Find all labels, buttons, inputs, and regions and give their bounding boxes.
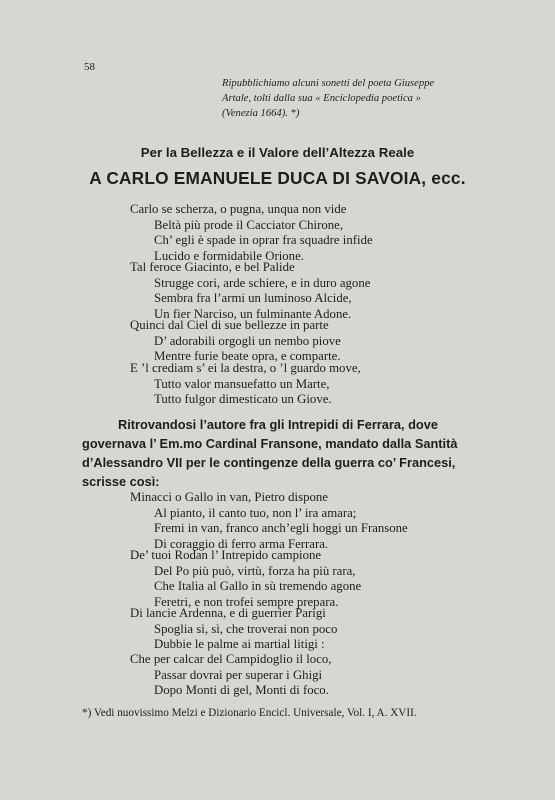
stanza — [130, 202, 373, 264]
stanza — [130, 361, 361, 408]
paragraph-line: scrisse così: — [82, 474, 160, 489]
verse-line: Lucido e formidabile Orione. — [154, 248, 304, 263]
verse-line: Dubbie le palme ai martial litigi : — [154, 637, 325, 651]
verse-line: Ch’ egli è spade in oprar fra squadre infide — [154, 233, 373, 247]
verse-line: Feretri, e non trofei sempre prepara. — [154, 594, 339, 609]
verse-line: Di coraggio di ferro arma Ferrara. — [154, 536, 329, 551]
verse-line: Beltà più prode il Cacciator Chirone, — [154, 217, 344, 232]
verse-line: Tal feroce Giacinto, e bel Palide — [130, 260, 295, 274]
verse-line: Dopo Monti di gel, Monti di foco. — [154, 683, 329, 697]
stanza — [130, 652, 332, 699]
intro-note — [222, 76, 480, 121]
verse-line: De’ tuoi Rodan l’ Intrepido campione — [130, 548, 322, 562]
verse-line: Carlo se scherza, o pugna, unqua non vide — [130, 202, 347, 216]
context-paragraph — [82, 415, 475, 491]
verse-line: Strugge cori, arde schiere, e in duro agone — [154, 275, 371, 290]
verse-line: Un fier Narciso, un fulminante Adone. — [154, 306, 352, 321]
verse-line: Che per calcar del Campidoglio il loco, — [130, 652, 332, 666]
paragraph-line: d’Alessandro VII per le contingenze della guerra co’ Francesi, — [82, 455, 456, 470]
stanza — [130, 318, 341, 365]
verse-line: Tutto fulgor dimesticato un Giove. — [154, 392, 332, 406]
verse-line: D’ adorabili orgogli un nembo piove — [154, 333, 341, 348]
verse-line: Tutto valor mansuefatto un Marte, — [154, 376, 330, 391]
stanza — [130, 548, 361, 610]
paragraph-line: governava l’ Em.mo Cardinal Fransone, mandato dalla Santità — [82, 436, 458, 451]
verse-line: Del Po più può, virtù, forza ha più rara, — [154, 563, 356, 578]
verse-line: Sembra fra l’armi un luminoso Alcide, — [154, 291, 352, 305]
verse-line: Passar dovrai per superar i Ghigi — [154, 667, 323, 682]
stanza — [130, 606, 337, 653]
verse-line: Al pianto, il canto tuo, non l’ ira amara; — [154, 505, 357, 520]
verse-line: Quinci dal Ciel di sue bellezze in parte — [130, 318, 329, 332]
verse-line: Che Italia al Gallo in sù tremendo agone — [154, 579, 362, 593]
verse-line: Di lancie Ardenna, e di guerrier Parigi — [130, 606, 326, 620]
intro-line: Artale, tolti dalla sua « Enciclopedia poetica » — [222, 93, 421, 104]
intro-line: (Venezia 1664). *) — [222, 108, 300, 119]
paragraph-line: Ritrovandosi l’autore fra gli Intrepidi di Ferrara, dove — [118, 417, 438, 432]
intro-line: Ripubblichiamo alcuni sonetti del poeta Giuseppe — [222, 78, 435, 89]
verse-line: Spoglia sì, sì, che troverai non poco — [154, 621, 338, 636]
title-heading: A CARLO EMANUELE DUCA DI SAVOIA, ecc. — [89, 168, 466, 188]
footnote: *) Vedi nuovissimo Melzi e Dizionario Encicl. Universale, Vol. I, A. XVII. — [82, 707, 417, 719]
stanza — [130, 260, 370, 322]
page-number: 58 — [84, 61, 95, 73]
verse-line: Mentre furie beate opra, e comparte. — [154, 349, 341, 363]
verse-line: Minacci o Gallo in van, Pietro dispone — [130, 490, 328, 504]
dedication-heading: Per la Bellezza e il Valore dell’Altezza Reale — [140, 145, 415, 160]
verse-line: Fremi in van, franco anch’egli hoggi un Fransone — [154, 521, 408, 535]
verse-line: E ’l crediam s’ ei la destra, o ’l guardo move, — [130, 361, 361, 375]
stanza — [130, 490, 408, 552]
